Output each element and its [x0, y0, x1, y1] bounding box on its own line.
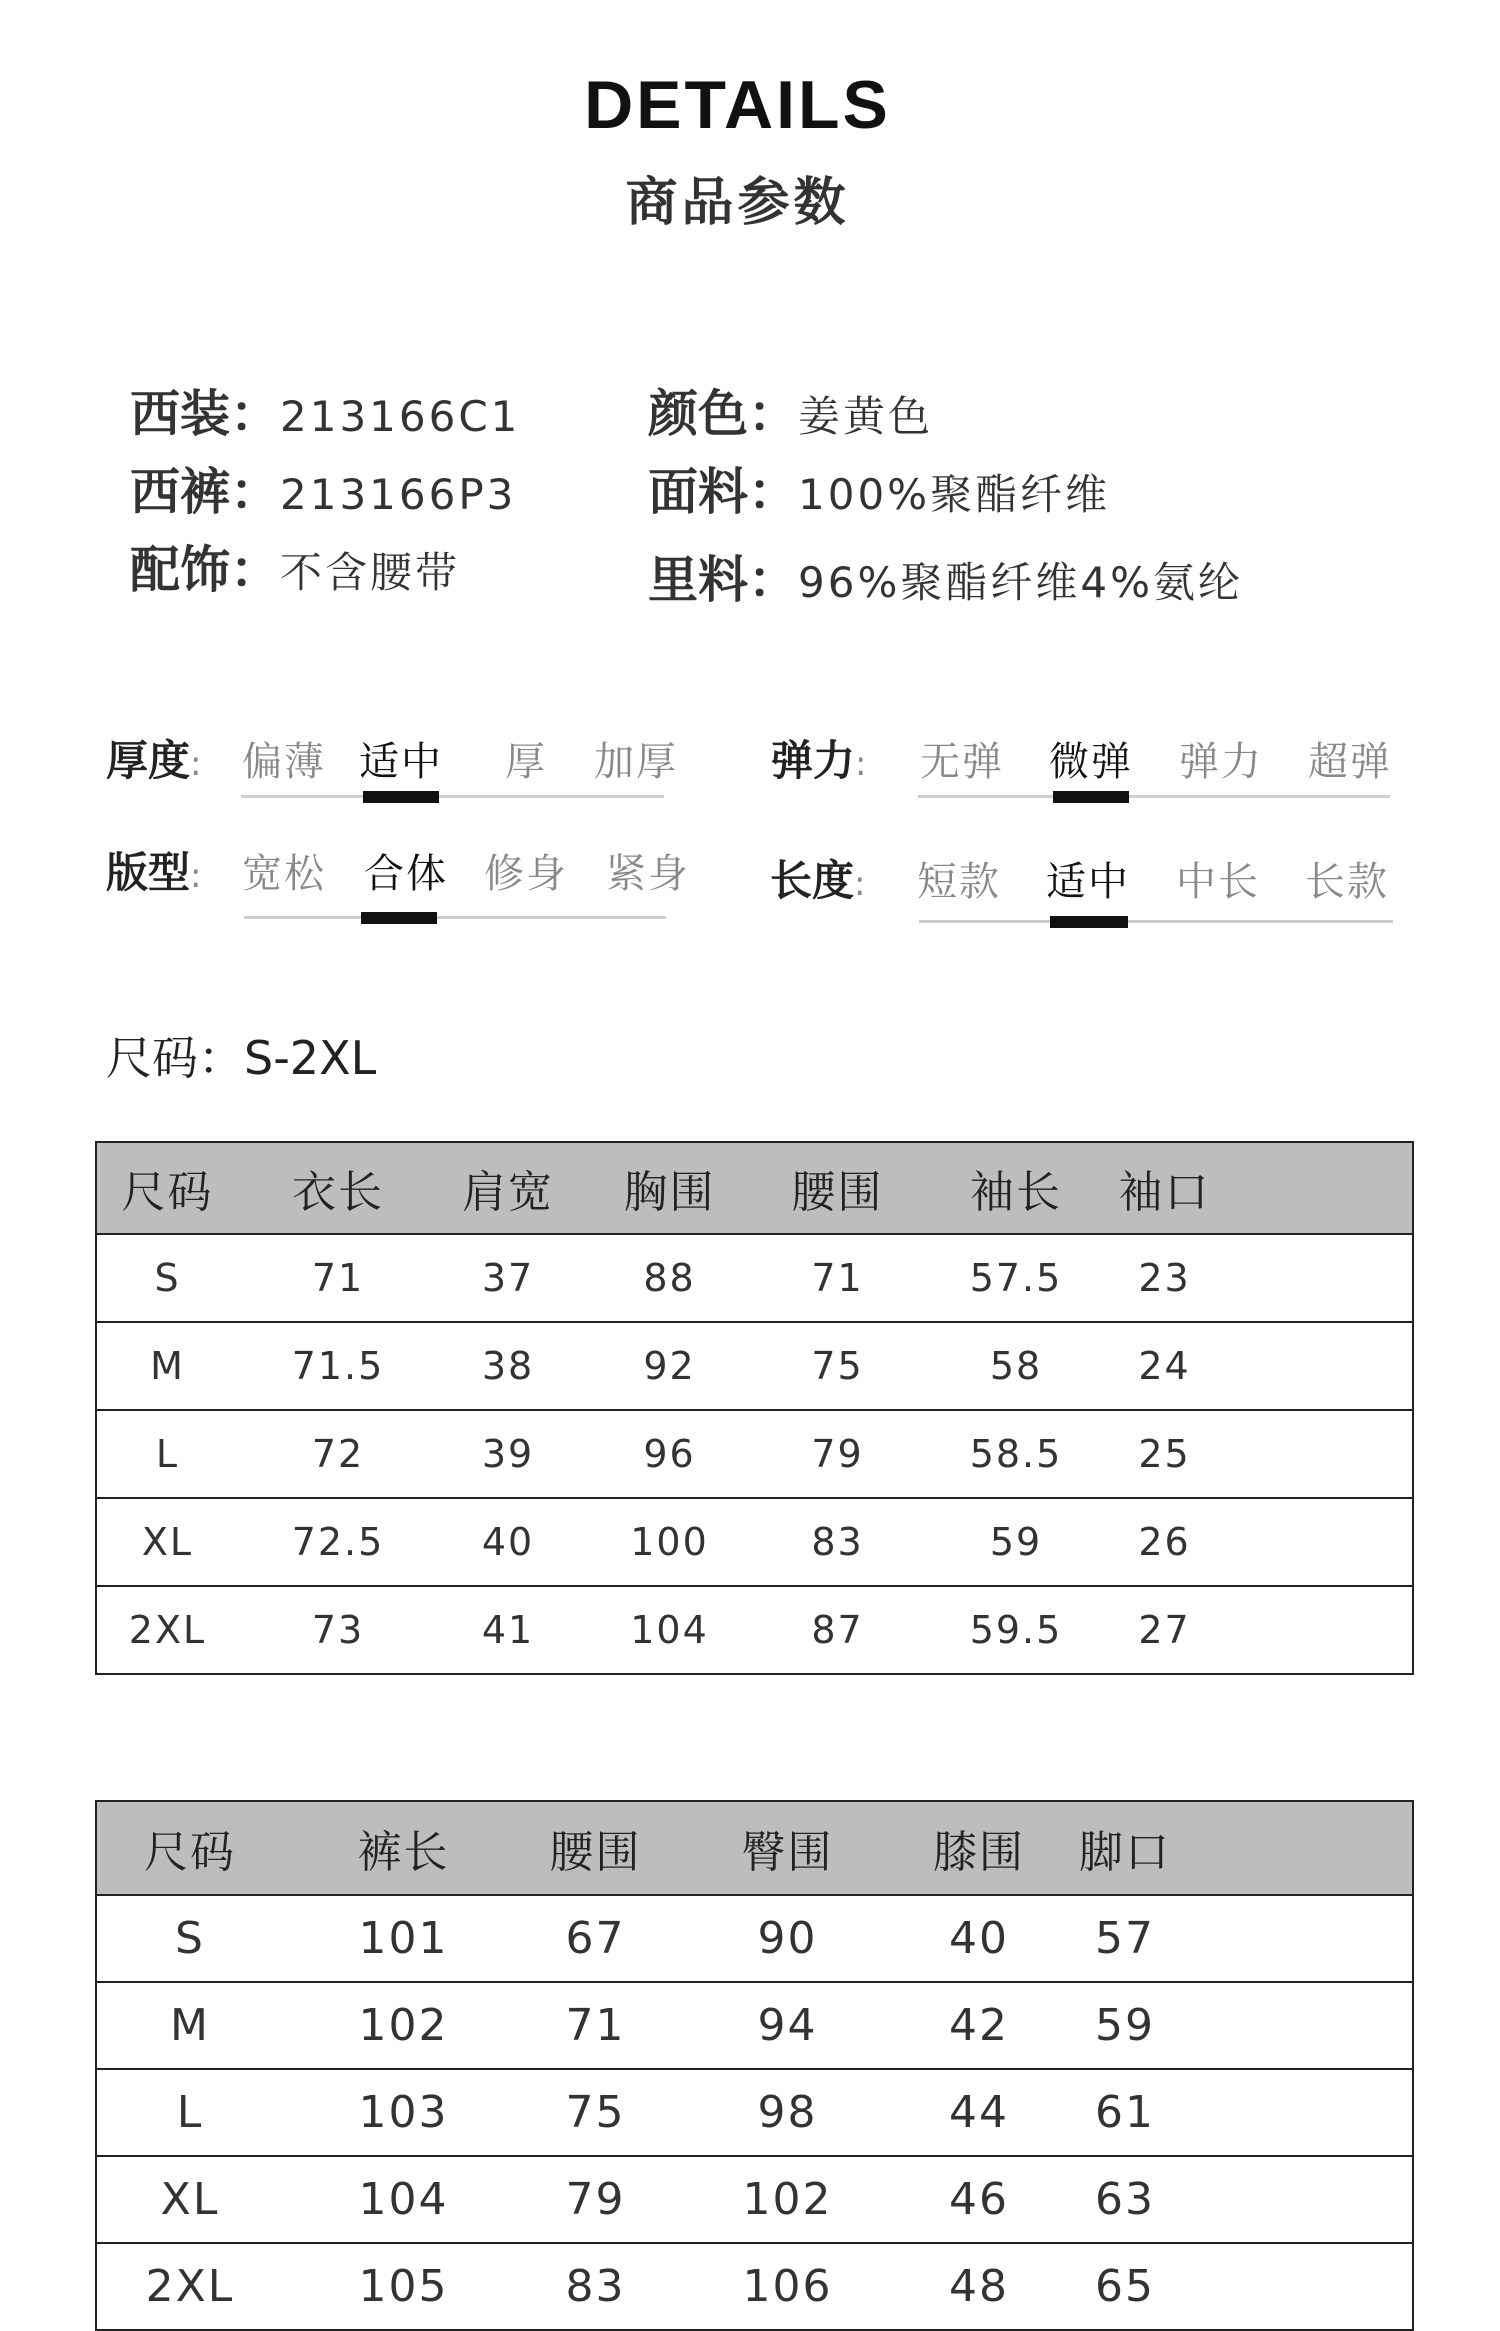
spec-fabric-value: 100%聚酯纤维 — [798, 470, 1111, 519]
fit-colon: : — [190, 856, 202, 896]
table-cell: 42 — [908, 1982, 1050, 2069]
table-cell: 96 — [578, 1410, 761, 1498]
elasticity-option-2: 微弹 — [1049, 739, 1133, 785]
thickness-colon: : — [190, 744, 202, 784]
column-header: 衣长 — [238, 1142, 438, 1234]
column-header: 脚口 — [1050, 1801, 1200, 1895]
length-option-4: 长款 — [1305, 859, 1389, 905]
table-cell: 104 — [283, 2156, 524, 2243]
elasticity-track — [918, 795, 1390, 798]
table-cell: 37 — [438, 1234, 578, 1322]
column-header: 胸围 — [578, 1142, 761, 1234]
elasticity-option-4: 超弹 — [1308, 739, 1392, 785]
table-cell: 105 — [283, 2243, 524, 2330]
table-cell: 71 — [524, 1982, 667, 2069]
thickness-option-4: 加厚 — [594, 739, 678, 785]
table-cell: 79 — [761, 1410, 914, 1498]
elasticity-label — [771, 728, 866, 788]
spec-suit-value: 213166C1 — [280, 392, 521, 441]
elasticity-label-text: 弹力 — [771, 736, 856, 785]
table-cell: 98 — [667, 2069, 908, 2156]
column-header: 腰围 — [761, 1142, 914, 1234]
fit-label-text: 版型 — [106, 848, 191, 897]
spec-lining — [648, 540, 1243, 612]
empty-cell — [1200, 1895, 1413, 1982]
empty-cell — [1211, 1498, 1413, 1586]
empty-cell — [1211, 1410, 1413, 1498]
spec-pants — [130, 452, 516, 524]
table-cell: 59.5 — [914, 1586, 1118, 1674]
table-row — [96, 2156, 1413, 2243]
length-label — [770, 848, 865, 908]
column-header: 尺码 — [96, 1801, 283, 1895]
column-header: 肩宽 — [438, 1142, 578, 1234]
elasticity-selected-marker — [1053, 791, 1129, 803]
page-title-cn: 商品参数 — [625, 173, 850, 233]
spec-lining-value: 96%聚酯纤维4%氨纶 — [798, 558, 1243, 607]
table-cell: 59 — [914, 1498, 1118, 1586]
table-cell: 48 — [908, 2243, 1050, 2330]
spec-accessory-label: 配饰： — [130, 541, 280, 599]
table-cell: M — [96, 1322, 238, 1410]
elasticity-option-3: 弹力 — [1179, 739, 1263, 785]
thickness-label — [106, 728, 201, 788]
table-row — [96, 2243, 1413, 2330]
column-header: 袖口 — [1118, 1142, 1211, 1234]
length-colon: : — [854, 864, 866, 904]
spec-color — [648, 374, 933, 446]
table-row — [96, 1498, 1413, 1586]
thickness-option-3: 厚 — [505, 739, 547, 785]
empty-cell — [1200, 1982, 1413, 2069]
column-header: 膝围 — [908, 1801, 1050, 1895]
table-cell: 102 — [667, 2156, 908, 2243]
length-option-1: 短款 — [917, 859, 1001, 905]
table-cell: 94 — [667, 1982, 908, 2069]
fit-label — [106, 840, 201, 900]
table-cell: S — [96, 1895, 283, 1982]
thickness-option-1: 偏薄 — [242, 739, 326, 785]
thickness-track — [241, 795, 664, 798]
table-cell: 26 — [1118, 1498, 1211, 1586]
fit-selected-marker — [361, 912, 437, 924]
table-cell: 67 — [524, 1895, 667, 1982]
size-range: 尺码：S-2XL — [106, 1031, 377, 1085]
empty-cell — [1200, 2069, 1413, 2156]
table-cell: 101 — [283, 1895, 524, 1982]
empty-cell — [1200, 2156, 1413, 2243]
length-option-3: 中长 — [1176, 859, 1260, 905]
table-cell: 88 — [578, 1234, 761, 1322]
table-cell: 27 — [1118, 1586, 1211, 1674]
table-cell: 71.5 — [238, 1322, 438, 1410]
table-cell: 44 — [908, 2069, 1050, 2156]
elasticity-option-1: 无弹 — [920, 739, 1004, 785]
spec-lining-label: 里料： — [648, 551, 798, 609]
table-cell: 87 — [761, 1586, 914, 1674]
table-cell: 100 — [578, 1498, 761, 1586]
table-cell: 90 — [667, 1895, 908, 1982]
table-cell: 2XL — [96, 2243, 283, 2330]
fit-option-4: 紧身 — [606, 851, 690, 897]
spec-pants-value: 213166P3 — [280, 470, 517, 519]
fit-track — [244, 916, 666, 919]
table-cell: 71 — [238, 1234, 438, 1322]
table-cell: 38 — [438, 1322, 578, 1410]
empty-cell — [1211, 1586, 1413, 1674]
table-cell: M — [96, 1982, 283, 2069]
table-row — [96, 2069, 1413, 2156]
length-option-2: 适中 — [1046, 859, 1130, 905]
page-title-en: DETAILS — [584, 67, 891, 143]
spec-accessory — [130, 530, 460, 602]
table-cell: 39 — [438, 1410, 578, 1498]
table-row — [96, 1895, 1413, 1982]
table-cell: 75 — [761, 1322, 914, 1410]
empty-cell — [1200, 2243, 1413, 2330]
table-cell: 104 — [578, 1586, 761, 1674]
pants-size-table — [95, 1800, 1414, 2331]
fit-option-3: 修身 — [484, 851, 568, 897]
fit-option-2: 合体 — [364, 851, 448, 897]
spec-color-label: 颜色： — [648, 385, 798, 443]
length-track — [919, 920, 1393, 923]
table-cell: 2XL — [96, 1586, 238, 1674]
spec-fabric — [648, 452, 1110, 524]
table-cell: 103 — [283, 2069, 524, 2156]
table-row — [96, 1234, 1413, 1322]
table-header-row — [96, 1801, 1413, 1895]
table-row — [96, 1982, 1413, 2069]
elasticity-colon: : — [855, 744, 867, 784]
table-cell: 75 — [524, 2069, 667, 2156]
table-cell: 63 — [1050, 2156, 1200, 2243]
table-cell: 72 — [238, 1410, 438, 1498]
table-cell: L — [96, 1410, 238, 1498]
length-selected-marker — [1050, 916, 1128, 928]
table-cell: 65 — [1050, 2243, 1200, 2330]
table-cell: 73 — [238, 1586, 438, 1674]
table-cell: 59 — [1050, 1982, 1200, 2069]
thickness-selected-marker — [363, 791, 439, 803]
table-cell: 24 — [1118, 1322, 1211, 1410]
table-cell: 83 — [524, 2243, 667, 2330]
table-cell: 57 — [1050, 1895, 1200, 1982]
table-row — [96, 1322, 1413, 1410]
table-cell: 83 — [761, 1498, 914, 1586]
table-cell: 79 — [524, 2156, 667, 2243]
table-cell: 23 — [1118, 1234, 1211, 1322]
spec-pants-label: 西裤： — [130, 463, 280, 521]
table-row — [96, 1586, 1413, 1674]
column-header: 尺码 — [96, 1142, 238, 1234]
table-cell: 106 — [667, 2243, 908, 2330]
spec-color-value: 姜黄色 — [798, 392, 934, 441]
fit-option-1: 宽松 — [242, 851, 326, 897]
table-cell: XL — [96, 2156, 283, 2243]
column-header: 臀围 — [667, 1801, 908, 1895]
jacket-size-table — [95, 1141, 1414, 1675]
table-header-row — [96, 1142, 1413, 1234]
table-cell: 61 — [1050, 2069, 1200, 2156]
spec-fabric-label: 面料： — [648, 463, 798, 521]
table-cell: 71 — [761, 1234, 914, 1322]
table-cell: 92 — [578, 1322, 761, 1410]
table-row — [96, 1410, 1413, 1498]
table-cell: S — [96, 1234, 238, 1322]
empty-header-cell — [1211, 1142, 1413, 1234]
empty-header-cell — [1200, 1801, 1413, 1895]
table-cell: 72.5 — [238, 1498, 438, 1586]
column-header: 腰围 — [524, 1801, 667, 1895]
column-header: 裤长 — [283, 1801, 524, 1895]
table-cell: 40 — [438, 1498, 578, 1586]
table-cell: 46 — [908, 2156, 1050, 2243]
table-cell: 41 — [438, 1586, 578, 1674]
table-cell: 40 — [908, 1895, 1050, 1982]
column-header: 袖长 — [914, 1142, 1118, 1234]
table-cell: 58.5 — [914, 1410, 1118, 1498]
thickness-option-2: 适中 — [359, 739, 443, 785]
table-cell: XL — [96, 1498, 238, 1586]
table-cell: 57.5 — [914, 1234, 1118, 1322]
table-cell: 102 — [283, 1982, 524, 2069]
table-cell: 58 — [914, 1322, 1118, 1410]
spec-suit-label: 西装： — [130, 385, 280, 443]
length-label-text: 长度 — [770, 856, 855, 905]
table-cell: 25 — [1118, 1410, 1211, 1498]
table-cell: L — [96, 2069, 283, 2156]
spec-accessory-value: 不含腰带 — [280, 548, 461, 597]
empty-cell — [1211, 1322, 1413, 1410]
empty-cell — [1211, 1234, 1413, 1322]
spec-suit — [130, 374, 520, 446]
thickness-label-text: 厚度 — [106, 736, 191, 785]
